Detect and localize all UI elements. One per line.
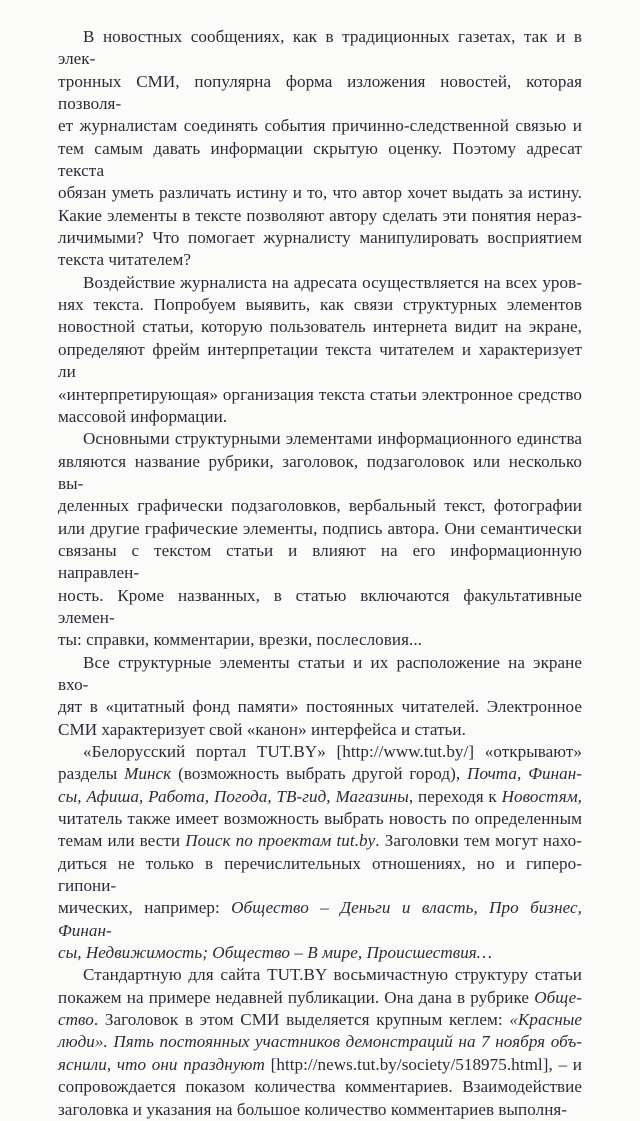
section-names: Почта, Финан- xyxy=(467,764,582,784)
article-headline: яснили, что они празднуют xyxy=(58,1054,265,1074)
text-line: личимыми? Что помогает журналисту манипулировать восприятием xyxy=(58,228,582,248)
section-name-minsk: Минск xyxy=(124,764,172,784)
topic-names: сы, Недвижимость; Общество – В мире, Происшествия… xyxy=(58,943,493,963)
text-line: СМИ характеризует свой «канон» интерфейса и статьи. xyxy=(58,719,466,739)
text-line: Какие элементы в тексте позволяют автору сделать эти понятия нераз- xyxy=(58,205,582,225)
rubric-name: ство xyxy=(58,1010,94,1030)
portal-line-text: «Белорусский портал TUT.BY» [http://www.tut.by/] «открывают» xyxy=(83,742,582,761)
text-line xyxy=(58,830,582,852)
line-text: . Заголовок в этом СМИ выделяется крупным кеглем: xyxy=(93,1010,510,1030)
text-line: нях текста. Попробуем выявить, как связи структурных элементов xyxy=(58,295,582,315)
text-line: дят в «цитатный фонд памяти» постоянных читателей. Электронное xyxy=(58,697,582,717)
article-url: [http://news.tut.by/society/518975.html], – и xyxy=(264,1054,582,1074)
article-headline: «Красные xyxy=(509,1010,582,1030)
text-line xyxy=(58,1031,582,1053)
text-line: массовой информации. xyxy=(58,406,228,426)
text-line: заголовка и указания на большое количество комментариев выполня- xyxy=(58,1099,568,1119)
article-headline: люди». Пять постоянных участников демонстраций на 7 ноября объ- xyxy=(58,1032,582,1052)
paragraph-4 xyxy=(58,652,582,741)
text-line: читатель также имеет возможность выбрать новость по определенным xyxy=(58,809,582,829)
text-line: тем самым давать информации скрытую оценку. Поэтому адресат текста xyxy=(58,138,582,181)
text-line xyxy=(58,763,582,785)
section-names: сы, Афиша, Работа, Погода, ТВ-гид, Магазины xyxy=(58,786,409,806)
text-line: текста читателем? xyxy=(58,250,192,270)
text-line: «интерпретирующая» организация текста статьи электронное средство xyxy=(58,384,582,404)
section-name-novosti: Новостям, xyxy=(501,786,582,806)
text-line: Воздействие журналиста на адресата осуществляется на всех уров- xyxy=(83,272,582,292)
text-line: связаны с текстом статьи и влияют на его информационную направлен- xyxy=(58,540,582,583)
topic-names: Общество – Деньги и власть, Про бизнес, Финан- xyxy=(58,898,582,940)
text-line: Стандартную для сайта TUT.BY восьмичастную структуру статьи xyxy=(83,965,582,985)
text-line: Основными структурными элементами информационного единства xyxy=(83,429,582,449)
text-line: диться не только в перечислительных отношениях, но и гиперо-гипони- xyxy=(58,853,582,896)
text-line xyxy=(58,741,582,763)
text-line: деленных графически подзаголовков, вербальный текст, фотографии xyxy=(58,496,582,516)
line-text: . Заголовки тем могут нахо- xyxy=(375,831,583,851)
search-label: Поиск по проектам tut.by xyxy=(185,831,376,851)
text-line: В новостных сообщениях, как в традиционных газетах, так и в элек- xyxy=(58,27,582,69)
line-text: (возможность выбрать другой город), xyxy=(171,764,468,784)
text-line: новостной статьи, которую пользователь интернета видит на экране, xyxy=(58,317,582,337)
text-line: или другие графические элементы, подпись автора. Они семантически xyxy=(58,518,582,538)
line-text: , переходя к xyxy=(408,786,502,806)
text-line xyxy=(58,942,582,964)
line-text: темам или вести xyxy=(58,831,186,851)
text-line xyxy=(58,897,582,942)
line-text: мических, например: xyxy=(58,898,232,918)
paragraph-5 xyxy=(58,741,582,964)
line-text: покажем на примере недавней публикации. Она дана в рубрике xyxy=(58,987,535,1007)
text-line: являются название рубрики, заголовок, подзаголовок или несколько вы- xyxy=(58,451,582,493)
text-line: обязан уметь различать истину и то, что автор хочет выдать за истину. xyxy=(58,183,582,203)
text-line: ет журналистам соединять события причинно-следственной связью и xyxy=(58,116,582,136)
paragraph-1 xyxy=(58,26,582,272)
line-text: разделы xyxy=(58,764,125,784)
text-line xyxy=(58,1009,582,1031)
text-line: Все структурные элементы статьи и их расположение на экране вхо- xyxy=(58,652,582,694)
text-line xyxy=(58,987,582,1009)
paragraph-6 xyxy=(58,964,582,1120)
text-line xyxy=(58,786,582,808)
rubric-name: Обще- xyxy=(534,987,582,1007)
paragraph-3 xyxy=(58,428,582,651)
text-line: ность. Кроме названных, в статью включаются факультативные элемен- xyxy=(58,585,582,627)
text-line xyxy=(58,1054,582,1076)
text-line: сопровождается показом количества комментариев. Взаимодействие xyxy=(58,1077,582,1097)
body-text-column xyxy=(58,26,582,1121)
text-line: тронных СМИ, популярна форма изложения новостей, которая позволя- xyxy=(58,71,582,114)
text-line: определяют фрейм интерпретации текста читателем и характеризует ли xyxy=(58,339,582,382)
paragraph-2 xyxy=(58,272,582,428)
text-line: ты: справки, комментарии, врезки, послесловия... xyxy=(58,630,422,650)
